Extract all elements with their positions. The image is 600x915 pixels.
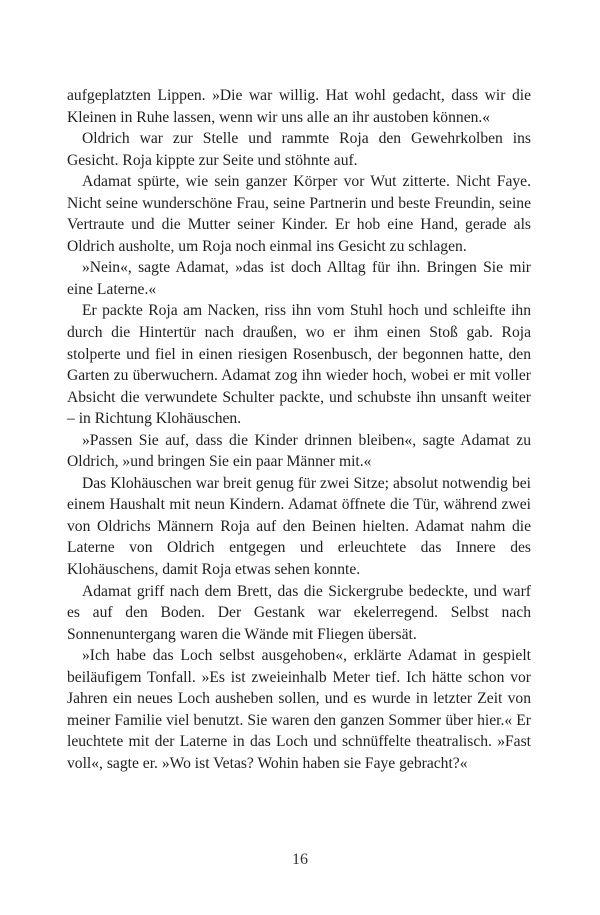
paragraph-4: »Nein«, sagte Adamat, »das ist doch Alltag für ihn. Bringen Sie mir eine Laterne.« (67, 259, 531, 298)
paragraph-8: Adamat griff nach dem Brett, das die Sickergrube bedeckte, und warf es auf den Boden. Der Gestank war ekelerregend. Selbst nach Sonnenuntergang waren die Wände mit Fliegen übersät. (67, 582, 531, 643)
paragraph-5: Er packte Roja am Nacken, riss ihn vom Stuhl hoch und schleifte ihn durch die Hintertür nach draußen, wo er ihm einen Stoß gab. Roja stolperte und fiel in einen riesigen Rosenbusch, der begonnen hatte, den Garten zu überwuchern. Adamat zog ihn wieder hoch, wobei er mit voller Absicht die verwundete Schulter packte, und schubste ihn unsanft weiter – in Richtung Klohäuschen. (67, 302, 531, 428)
paragraph-3: Adamat spürte, wie sein ganzer Körper vor Wut zitterte. Nicht Faye. Nicht seine wunderschöne Frau, seine Partnerin und beste Freundin, seine Vertraute und die Mutter seiner Kinder. Er hob eine Hand, gerade als Oldrich ausholte, um Roja noch einmal ins Gesicht zu schlagen. (67, 173, 531, 255)
paragraph-7: Das Klohäuschen war breit genug für zwei Sitze; absolut notwendig bei einem Haushalt mit neun Kindern. Adamat öffnete die Tür, während zwei von Oldrichs Männern Roja auf den Beinen hielten. Adamat nahm die Laterne von Oldrich entgegen und erleuchtete das Innere des Klohäuschens, damit Roja etwas sehen konnte. (67, 474, 531, 579)
paragraph-2: Oldrich war zur Stelle und rammte Roja den Gewehrkolben ins Gesicht. Roja kippte zur Seite und stöhnte auf. (67, 130, 531, 169)
paragraph-6: »Passen Sie auf, dass die Kinder drinnen bleiben«, sagte Adamat zu Oldrich, »und bringen Sie ein paar Männer mit.« (67, 431, 531, 471)
page-body (67, 85, 531, 775)
paragraph-9: »Ich habe das Loch selbst ausgehoben«, erklärte Adamat in gespielt beiläufigem Tonfall. »Es ist zweieinhalb Meter tief. Ich hätte schon vor Jahren ein neues Loch ausheben sollen, und es wurde in letzter Zeit von meiner Familie viel benutzt. Sie waren den ganzen Sommer über hier.« Er leuchtete mit der Laterne in das Loch und schnüffelte theatralisch. »Fast voll«, sagte er. »Wo ist Vetas? Wohin haben sie Faye gebracht?« (67, 647, 531, 772)
page-number: 16 (292, 851, 308, 868)
paragraph-1: aufgeplatzten Lippen. »Die war willig. Hat wohl gedacht, dass wir die Kleinen in Ruhe lassen, wenn wir uns alle an ihr austoben können.« (67, 87, 531, 126)
